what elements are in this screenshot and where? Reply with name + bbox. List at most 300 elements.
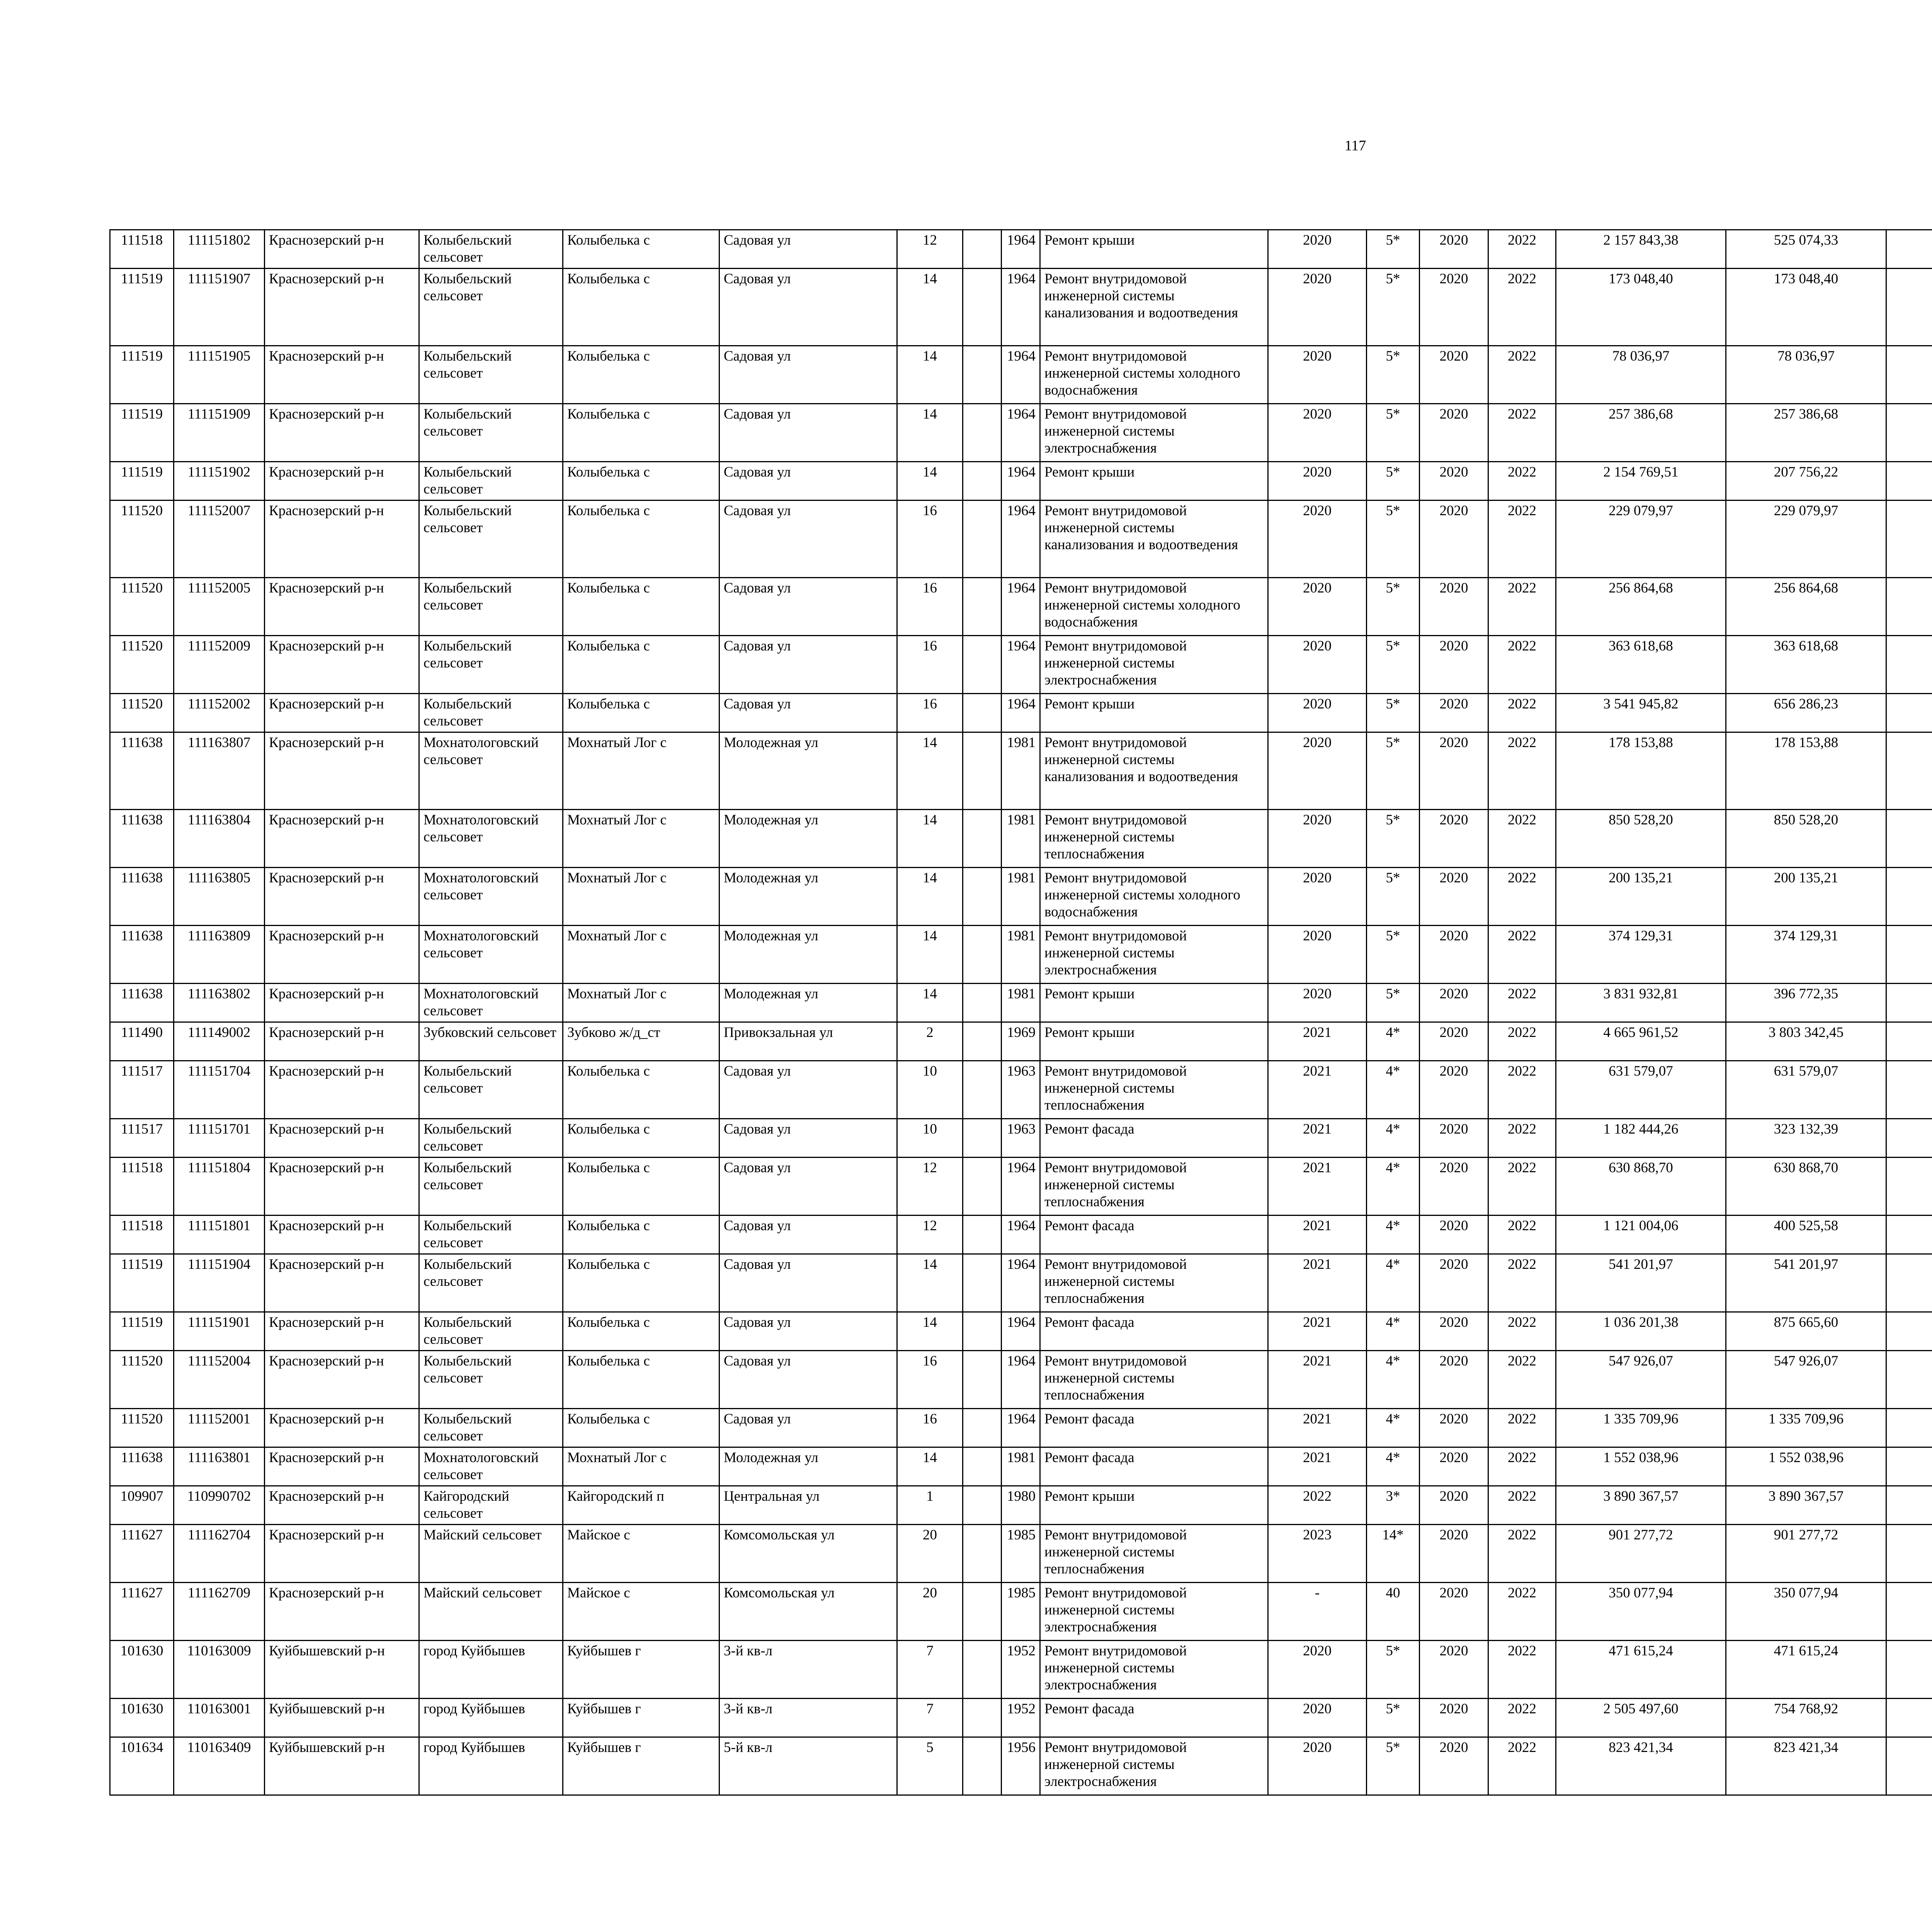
cell-building xyxy=(963,636,1002,694)
cell-work-type: Ремонт внутридомовой инженерной системы теплоснабжения xyxy=(1040,1061,1268,1119)
cell-house-id: 111519 xyxy=(110,346,174,404)
cell-house-number: 1 xyxy=(897,1486,963,1525)
cell-street: Молодежная ул xyxy=(719,1447,897,1486)
cell-budget-federal xyxy=(1886,1119,1932,1158)
cell-municipality: Зубковский сельсовет xyxy=(419,1022,563,1061)
table-row xyxy=(110,984,1932,1022)
cell-end-year: 2022 xyxy=(1488,1158,1556,1216)
table-row xyxy=(110,404,1932,462)
table-row xyxy=(110,1486,1932,1525)
cell-plan-year: 2020 xyxy=(1268,926,1367,984)
cell-municipality: Мохнатологовский сельсовет xyxy=(419,984,563,1022)
cell-house-id: 111638 xyxy=(110,984,174,1022)
table-row xyxy=(110,732,1932,810)
cell-work-type: Ремонт внутридомовой инженерной системы теплоснабжения xyxy=(1040,1525,1268,1583)
cell-building xyxy=(963,1119,1002,1158)
cell-priority: 4* xyxy=(1367,1158,1420,1216)
cell-budget-federal xyxy=(1886,1022,1932,1061)
cell-building xyxy=(963,1583,1002,1641)
cell-settlement: Зубково ж/д_ст xyxy=(563,1022,719,1061)
cell-year-built: 1963 xyxy=(1002,1119,1040,1158)
cell-total-cost: 256 864,68 xyxy=(1556,578,1726,636)
cell-house-number: 20 xyxy=(897,1583,963,1641)
cell-end-year: 2022 xyxy=(1488,1447,1556,1486)
cell-house-number: 16 xyxy=(897,694,963,732)
cell-total-cost: 1 335 709,96 xyxy=(1556,1409,1726,1447)
cell-fund-amount: 363 618,68 xyxy=(1726,636,1886,694)
cell-program-id: 111152002 xyxy=(174,694,265,732)
table-row xyxy=(110,694,1932,732)
cell-budget-federal xyxy=(1886,984,1932,1022)
cell-building xyxy=(963,984,1002,1022)
cell-street: Молодежная ул xyxy=(719,926,897,984)
cell-start-year: 2020 xyxy=(1420,1351,1488,1409)
cell-building xyxy=(963,230,1002,269)
table-row xyxy=(110,1525,1932,1583)
cell-settlement: Куйбышев г xyxy=(563,1737,719,1795)
cell-year-built: 1964 xyxy=(1002,1351,1040,1409)
cell-fund-amount: 256 864,68 xyxy=(1726,578,1886,636)
cell-street: Садовая ул xyxy=(719,269,897,346)
cell-program-id: 111162704 xyxy=(174,1525,265,1583)
cell-fund-amount: 374 129,31 xyxy=(1726,926,1886,984)
cell-building xyxy=(963,1312,1002,1351)
cell-work-type: Ремонт фасада xyxy=(1040,1216,1268,1254)
cell-year-built: 1964 xyxy=(1002,578,1040,636)
cell-total-cost: 173 048,40 xyxy=(1556,269,1726,346)
cell-year-built: 1964 xyxy=(1002,1312,1040,1351)
cell-fund-amount: 901 277,72 xyxy=(1726,1525,1886,1583)
cell-fund-amount: 229 079,97 xyxy=(1726,501,1886,578)
cell-priority: 4* xyxy=(1367,1254,1420,1312)
cell-work-type: Ремонт внутридомовой инженерной системы электроснабжения xyxy=(1040,1583,1268,1641)
cell-fund-amount: 400 525,58 xyxy=(1726,1216,1886,1254)
cell-plan-year: 2020 xyxy=(1268,984,1367,1022)
cell-district: Краснозерский р-н xyxy=(265,1409,419,1447)
cell-end-year: 2022 xyxy=(1488,501,1556,578)
cell-house-id: 111519 xyxy=(110,462,174,501)
cell-plan-year: 2020 xyxy=(1268,578,1367,636)
cell-settlement: Мохнатый Лог с xyxy=(563,732,719,810)
cell-year-built: 1964 xyxy=(1002,694,1040,732)
cell-start-year: 2020 xyxy=(1420,1061,1488,1119)
cell-settlement: Колыбелька с xyxy=(563,1061,719,1119)
cell-house-id: 111638 xyxy=(110,1447,174,1486)
cell-end-year: 2022 xyxy=(1488,810,1556,868)
cell-house-number: 14 xyxy=(897,1312,963,1351)
cell-house-id: 111520 xyxy=(110,501,174,578)
cell-start-year: 2020 xyxy=(1420,1737,1488,1795)
cell-year-built: 1952 xyxy=(1002,1641,1040,1699)
cell-year-built: 1981 xyxy=(1002,926,1040,984)
cell-house-number: 14 xyxy=(897,926,963,984)
cell-building xyxy=(963,462,1002,501)
cell-start-year: 2020 xyxy=(1420,868,1488,926)
cell-street: Садовая ул xyxy=(719,578,897,636)
cell-year-built: 1963 xyxy=(1002,1061,1040,1119)
cell-district: Краснозерский р-н xyxy=(265,404,419,462)
table-row xyxy=(110,462,1932,501)
cell-settlement: Майское с xyxy=(563,1525,719,1583)
cell-street: 5-й кв-л xyxy=(719,1737,897,1795)
cell-street: Комсомольская ул xyxy=(719,1583,897,1641)
cell-house-id: 111520 xyxy=(110,578,174,636)
cell-work-type: Ремонт крыши xyxy=(1040,230,1268,269)
cell-program-id: 111162709 xyxy=(174,1583,265,1641)
cell-district: Краснозерский р-н xyxy=(265,1486,419,1525)
cell-work-type: Ремонт крыши xyxy=(1040,984,1268,1022)
cell-building xyxy=(963,1061,1002,1119)
cell-house-id: 111638 xyxy=(110,810,174,868)
cell-house-id: 111627 xyxy=(110,1525,174,1583)
cell-year-built: 1985 xyxy=(1002,1525,1040,1583)
table-row xyxy=(110,346,1932,404)
cell-house-id: 111519 xyxy=(110,269,174,346)
cell-district: Краснозерский р-н xyxy=(265,1351,419,1409)
cell-building xyxy=(963,1486,1002,1525)
cell-year-built: 1964 xyxy=(1002,462,1040,501)
cell-program-id: 110163009 xyxy=(174,1641,265,1699)
cell-program-id: 110990702 xyxy=(174,1486,265,1525)
cell-work-type: Ремонт внутридомовой инженерной системы электроснабжения xyxy=(1040,1737,1268,1795)
cell-building xyxy=(963,578,1002,636)
cell-settlement: Колыбелька с xyxy=(563,636,719,694)
cell-building xyxy=(963,868,1002,926)
cell-plan-year: 2020 xyxy=(1268,230,1367,269)
cell-work-type: Ремонт внутридомовой инженерной системы теплоснабжения xyxy=(1040,1254,1268,1312)
cell-district: Куйбышевский р-н xyxy=(265,1641,419,1699)
cell-building xyxy=(963,1447,1002,1486)
cell-budget-federal xyxy=(1886,1525,1932,1583)
cell-end-year: 2022 xyxy=(1488,1583,1556,1641)
cell-total-cost: 3 541 945,82 xyxy=(1556,694,1726,732)
cell-district: Краснозерский р-н xyxy=(265,1216,419,1254)
cell-settlement: Колыбелька с xyxy=(563,501,719,578)
cell-municipality: Колыбельский сельсовет xyxy=(419,1254,563,1312)
cell-municipality: Мохнатологовский сельсовет xyxy=(419,868,563,926)
cell-program-id: 111149002 xyxy=(174,1022,265,1061)
cell-settlement: Колыбелька с xyxy=(563,1216,719,1254)
cell-total-cost: 178 153,88 xyxy=(1556,732,1726,810)
cell-start-year: 2020 xyxy=(1420,1409,1488,1447)
cell-house-number: 12 xyxy=(897,230,963,269)
cell-settlement: Колыбелька с xyxy=(563,462,719,501)
cell-budget-federal xyxy=(1886,1061,1932,1119)
cell-municipality: Колыбельский сельсовет xyxy=(419,462,563,501)
cell-house-number: 14 xyxy=(897,404,963,462)
cell-priority: 5* xyxy=(1367,694,1420,732)
cell-year-built: 1981 xyxy=(1002,732,1040,810)
cell-end-year: 2022 xyxy=(1488,1486,1556,1525)
cell-priority: 4* xyxy=(1367,1216,1420,1254)
table-row xyxy=(110,1351,1932,1409)
cell-program-id: 111152009 xyxy=(174,636,265,694)
cell-total-cost: 1 121 004,06 xyxy=(1556,1216,1726,1254)
cell-total-cost: 4 665 961,52 xyxy=(1556,1022,1726,1061)
cell-work-type: Ремонт внутридомовой инженерной системы теплоснабжения xyxy=(1040,1158,1268,1216)
cell-budget-federal xyxy=(1886,1447,1932,1486)
cell-work-type: Ремонт внутридомовой инженерной системы холодного водоснабжения xyxy=(1040,346,1268,404)
cell-district: Краснозерский р-н xyxy=(265,1119,419,1158)
cell-start-year: 2020 xyxy=(1420,810,1488,868)
cell-plan-year: 2021 xyxy=(1268,1216,1367,1254)
cell-street: Садовая ул xyxy=(719,1216,897,1254)
cell-house-id: 111627 xyxy=(110,1583,174,1641)
cell-total-cost: 547 926,07 xyxy=(1556,1351,1726,1409)
cell-district: Куйбышевский р-н xyxy=(265,1737,419,1795)
cell-priority: 5* xyxy=(1367,984,1420,1022)
cell-house-id: 111638 xyxy=(110,926,174,984)
cell-building xyxy=(963,1216,1002,1254)
cell-municipality: Колыбельский сельсовет xyxy=(419,1351,563,1409)
cell-total-cost: 3 890 367,57 xyxy=(1556,1486,1726,1525)
cell-district: Краснозерский р-н xyxy=(265,810,419,868)
cell-settlement: Куйбышев г xyxy=(563,1699,719,1737)
cell-settlement: Колыбелька с xyxy=(563,1254,719,1312)
cell-start-year: 2020 xyxy=(1420,1641,1488,1699)
cell-street: Садовая ул xyxy=(719,1061,897,1119)
cell-fund-amount: 631 579,07 xyxy=(1726,1061,1886,1119)
cell-year-built: 1981 xyxy=(1002,1447,1040,1486)
cell-total-cost: 471 615,24 xyxy=(1556,1641,1726,1699)
cell-house-id: 101634 xyxy=(110,1737,174,1795)
cell-work-type: Ремонт фасада xyxy=(1040,1409,1268,1447)
cell-street: Садовая ул xyxy=(719,1351,897,1409)
cell-total-cost: 78 036,97 xyxy=(1556,346,1726,404)
cell-plan-year: 2021 xyxy=(1268,1022,1367,1061)
cell-municipality: Колыбельский сельсовет xyxy=(419,1061,563,1119)
cell-street: Садовая ул xyxy=(719,346,897,404)
cell-plan-year: 2020 xyxy=(1268,732,1367,810)
cell-settlement: Мохнатый Лог с xyxy=(563,868,719,926)
cell-program-id: 111163807 xyxy=(174,732,265,810)
cell-plan-year: 2021 xyxy=(1268,1254,1367,1312)
cell-district: Краснозерский р-н xyxy=(265,984,419,1022)
cell-budget-federal xyxy=(1886,404,1932,462)
cell-municipality: Майский сельсовет xyxy=(419,1583,563,1641)
cell-priority: 4* xyxy=(1367,1022,1420,1061)
cell-municipality: Колыбельский сельсовет xyxy=(419,1216,563,1254)
cell-year-built: 1964 xyxy=(1002,1216,1040,1254)
cell-district: Краснозерский р-н xyxy=(265,1022,419,1061)
cell-fund-amount: 875 665,60 xyxy=(1726,1312,1886,1351)
cell-plan-year: 2022 xyxy=(1268,1486,1367,1525)
cell-fund-amount: 207 756,22 xyxy=(1726,462,1886,501)
cell-street: Садовая ул xyxy=(719,694,897,732)
cell-plan-year: 2021 xyxy=(1268,1061,1367,1119)
cell-start-year: 2020 xyxy=(1420,404,1488,462)
cell-house-id: 111490 xyxy=(110,1022,174,1061)
cell-municipality: Колыбельский сельсовет xyxy=(419,404,563,462)
cell-work-type: Ремонт внутридомовой инженерной системы канализования и водоотведения xyxy=(1040,501,1268,578)
cell-budget-federal xyxy=(1886,926,1932,984)
table-row xyxy=(110,1409,1932,1447)
cell-municipality: Колыбельский сельсовет xyxy=(419,1312,563,1351)
table-row xyxy=(110,230,1932,269)
cell-municipality: город Куйбышев xyxy=(419,1737,563,1795)
cell-settlement: Колыбелька с xyxy=(563,269,719,346)
cell-start-year: 2020 xyxy=(1420,346,1488,404)
cell-plan-year: 2021 xyxy=(1268,1447,1367,1486)
cell-year-built: 1964 xyxy=(1002,501,1040,578)
cell-fund-amount: 78 036,97 xyxy=(1726,346,1886,404)
cell-work-type: Ремонт фасада xyxy=(1040,1447,1268,1486)
cell-municipality: Колыбельский сельсовет xyxy=(419,1158,563,1216)
cell-building xyxy=(963,1022,1002,1061)
cell-work-type: Ремонт внутридомовой инженерной системы электроснабжения xyxy=(1040,636,1268,694)
cell-total-cost: 229 079,97 xyxy=(1556,501,1726,578)
cell-municipality: Колыбельский сельсовет xyxy=(419,346,563,404)
cell-municipality: Колыбельский сельсовет xyxy=(419,1409,563,1447)
cell-house-number: 10 xyxy=(897,1119,963,1158)
cell-street: Садовая ул xyxy=(719,230,897,269)
cell-fund-amount: 178 153,88 xyxy=(1726,732,1886,810)
table-row xyxy=(110,1254,1932,1312)
cell-budget-federal xyxy=(1886,346,1932,404)
cell-settlement: Мохнатый Лог с xyxy=(563,984,719,1022)
cell-budget-federal xyxy=(1886,636,1932,694)
cell-priority: 4* xyxy=(1367,1061,1420,1119)
cell-street: Центральная ул xyxy=(719,1486,897,1525)
cell-year-built: 1964 xyxy=(1002,1158,1040,1216)
cell-total-cost: 3 831 932,81 xyxy=(1556,984,1726,1022)
cell-municipality: Колыбельский сельсовет xyxy=(419,1119,563,1158)
cell-fund-amount: 541 201,97 xyxy=(1726,1254,1886,1312)
cell-start-year: 2020 xyxy=(1420,269,1488,346)
table-row xyxy=(110,1022,1932,1061)
cell-plan-year: 2020 xyxy=(1268,269,1367,346)
cell-district: Краснозерский р-н xyxy=(265,1312,419,1351)
cell-work-type: Ремонт внутридомовой инженерной системы электроснабжения xyxy=(1040,404,1268,462)
cell-total-cost: 2 505 497,60 xyxy=(1556,1699,1726,1737)
cell-house-id: 111519 xyxy=(110,1254,174,1312)
cell-building xyxy=(963,1641,1002,1699)
cell-budget-federal xyxy=(1886,1737,1932,1795)
cell-work-type: Ремонт фасада xyxy=(1040,1119,1268,1158)
cell-fund-amount: 1 335 709,96 xyxy=(1726,1409,1886,1447)
cell-district: Краснозерский р-н xyxy=(265,1254,419,1312)
cell-program-id: 111152005 xyxy=(174,578,265,636)
cell-year-built: 1964 xyxy=(1002,404,1040,462)
cell-end-year: 2022 xyxy=(1488,1699,1556,1737)
cell-district: Краснозерский р-н xyxy=(265,926,419,984)
cell-district: Краснозерский р-н xyxy=(265,578,419,636)
cell-house-id: 111638 xyxy=(110,732,174,810)
cell-settlement: Колыбелька с xyxy=(563,1119,719,1158)
cell-program-id: 111151701 xyxy=(174,1119,265,1158)
cell-work-type: Ремонт фасада xyxy=(1040,1699,1268,1737)
cell-priority: 5* xyxy=(1367,501,1420,578)
cell-end-year: 2022 xyxy=(1488,694,1556,732)
cell-settlement: Колыбелька с xyxy=(563,1409,719,1447)
cell-building xyxy=(963,346,1002,404)
cell-building xyxy=(963,694,1002,732)
cell-program-id: 111152004 xyxy=(174,1351,265,1409)
cell-building xyxy=(963,1525,1002,1583)
cell-priority: 5* xyxy=(1367,346,1420,404)
cell-budget-federal xyxy=(1886,868,1932,926)
cell-district: Краснозерский р-н xyxy=(265,230,419,269)
cell-house-number: 14 xyxy=(897,269,963,346)
cell-house-number: 16 xyxy=(897,578,963,636)
cell-priority: 5* xyxy=(1367,732,1420,810)
cell-start-year: 2020 xyxy=(1420,1699,1488,1737)
cell-house-id: 109907 xyxy=(110,1486,174,1525)
table-row xyxy=(110,1447,1932,1486)
cell-priority: 4* xyxy=(1367,1409,1420,1447)
cell-house-id: 111520 xyxy=(110,1409,174,1447)
cell-building xyxy=(963,810,1002,868)
cell-house-number: 14 xyxy=(897,868,963,926)
cell-program-id: 111151802 xyxy=(174,230,265,269)
cell-start-year: 2020 xyxy=(1420,1447,1488,1486)
cell-house-number: 14 xyxy=(897,984,963,1022)
cell-end-year: 2022 xyxy=(1488,636,1556,694)
cell-fund-amount: 3 890 367,57 xyxy=(1726,1486,1886,1525)
cell-priority: 4* xyxy=(1367,1447,1420,1486)
cell-fund-amount: 754 768,92 xyxy=(1726,1699,1886,1737)
cell-budget-federal xyxy=(1886,1409,1932,1447)
cell-budget-federal xyxy=(1886,578,1932,636)
table-row xyxy=(110,1158,1932,1216)
cell-street: Садовая ул xyxy=(719,1409,897,1447)
cell-program-id: 111151801 xyxy=(174,1216,265,1254)
table-row xyxy=(110,1216,1932,1254)
cell-settlement: Колыбелька с xyxy=(563,1351,719,1409)
cell-start-year: 2020 xyxy=(1420,1486,1488,1525)
cell-plan-year: 2021 xyxy=(1268,1409,1367,1447)
cell-municipality: Майский сельсовет xyxy=(419,1525,563,1583)
cell-year-built: 1956 xyxy=(1002,1737,1040,1795)
cell-plan-year: 2023 xyxy=(1268,1525,1367,1583)
cell-year-built: 1981 xyxy=(1002,810,1040,868)
cell-house-id: 101630 xyxy=(110,1699,174,1737)
cell-priority: 4* xyxy=(1367,1351,1420,1409)
cell-house-id: 111518 xyxy=(110,1158,174,1216)
cell-street: Комсомольская ул xyxy=(719,1525,897,1583)
cell-street: 3-й кв-л xyxy=(719,1641,897,1699)
cell-work-type: Ремонт внутридомовой инженерной системы канализования и водоотведения xyxy=(1040,732,1268,810)
cell-fund-amount: 3 803 342,45 xyxy=(1726,1022,1886,1061)
cell-year-built: 1964 xyxy=(1002,230,1040,269)
cell-house-id: 111517 xyxy=(110,1119,174,1158)
cell-priority: 14* xyxy=(1367,1525,1420,1583)
table-row xyxy=(110,810,1932,868)
cell-municipality: город Куйбышев xyxy=(419,1641,563,1699)
cell-street: Садовая ул xyxy=(719,1312,897,1351)
cell-year-built: 1964 xyxy=(1002,1254,1040,1312)
cell-house-id: 111518 xyxy=(110,1216,174,1254)
cell-total-cost: 901 277,72 xyxy=(1556,1525,1726,1583)
cell-plan-year: 2021 xyxy=(1268,1351,1367,1409)
cell-priority: 4* xyxy=(1367,1119,1420,1158)
cell-budget-federal xyxy=(1886,1312,1932,1351)
cell-program-id: 111151907 xyxy=(174,269,265,346)
cell-building xyxy=(963,732,1002,810)
cell-total-cost: 363 618,68 xyxy=(1556,636,1726,694)
cell-total-cost: 850 528,20 xyxy=(1556,810,1726,868)
cell-plan-year: 2020 xyxy=(1268,636,1367,694)
cell-house-number: 16 xyxy=(897,501,963,578)
cell-settlement: Колыбелька с xyxy=(563,230,719,269)
cell-budget-federal xyxy=(1886,1583,1932,1641)
cell-street: 3-й кв-л xyxy=(719,1699,897,1737)
table-row xyxy=(110,868,1932,926)
cell-year-built: 1981 xyxy=(1002,984,1040,1022)
cell-end-year: 2022 xyxy=(1488,1641,1556,1699)
cell-district: Краснозерский р-н xyxy=(265,1583,419,1641)
cell-plan-year: 2020 xyxy=(1268,462,1367,501)
